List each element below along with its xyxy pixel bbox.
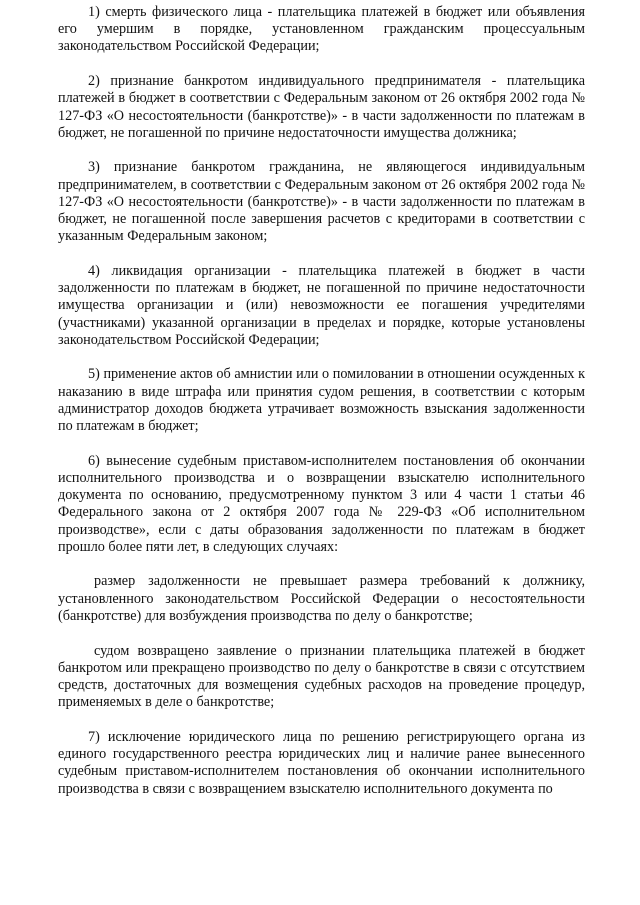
paragraph-item-6: 6) вынесение судебным приставом-исполнителем постановления об окончании исполнительного производства и о возвращении взыскателю исполнительного документа по основанию, предусмотренному пунктом 3 или 4 части 1 статьи 46 Федерального закона от 2 октября 2007 года № 229-ФЗ «Об исполнительном производстве», если с даты образования задолженности по платежам в бюджет прошло более пяти лет, в следующих случаях:	[58, 452, 585, 555]
document-page	[58, 4, 585, 815]
paragraph-item-3: 3) признание банкротом гражданина, не являющегося индивидуальным предпринимателем, в соответствии с Федеральным законом от 26 октября 2002 года № 127-ФЗ «О несостоятельности (банкротстве)» - в части задолженности по платежам в бюджет, не погашенной после завершения расчетов с кредиторами в соответствии с указанным Федеральным законом;	[58, 159, 585, 245]
paragraph-item-2: 2) признание банкротом индивидуального предпринимателя - плательщика платежей в бюджет в соответствии с Федеральным законом от 26 октября 2002 года № 127-ФЗ «О несостоятельности (банкротстве)» - в части задолженности по платежам в бюджет, не погашенной по причине недостаточности имущества должника;	[58, 73, 585, 141]
paragraph-item-5: 5) применение актов об амнистии или о помиловании в отношении осужденных к наказанию в виде штрафа или принятия судом решения, в соответствии с которым администратор доходов бюджета утрачивает возможность взыскания задолженности по платежам в бюджет;	[58, 366, 585, 435]
paragraph-item-6-case-b: судом возвращено заявление о признании плательщика платежей в бюджет банкротом или прекращено производство по делу о банкротстве в связи с отсутствием средств, достаточных для возмещения судебных расходов на проведение процедур, применяемых в деле о банкротстве;	[58, 642, 585, 711]
paragraph-item-1: 1) смерть физического лица - плательщика платежей в бюджет или объявления его умершим в порядке, установленном гражданским процессуальным законодательством Российской Федерации;	[58, 4, 585, 55]
paragraph-item-7: 7) исключение юридического лица по решению регистрирующего органа из единого государственного реестра юридических лиц и наличие ранее вынесенного судебным приставом-исполнителем постановления об окончании исполнительного производства в связи с возвращением взыскателю исполнительного документа по	[58, 728, 585, 797]
paragraph-item-6-case-a: размер задолженности не превышает размера требований к должнику, установленного законодательством Российской Федерации о несостоятельности (банкротстве) для возбуждения производства по делу о банкротстве;	[58, 573, 585, 624]
paragraph-item-4: 4) ликвидация организации - плательщика платежей в бюджет в части задолженности по платежам в бюджет, не погашенной по причине недостаточности имущества организации и (или) невозможности ее погашения учредителями (участниками) указанной организации в пределах и порядке, которые установлены законодательством Российской Федерации;	[58, 262, 585, 348]
